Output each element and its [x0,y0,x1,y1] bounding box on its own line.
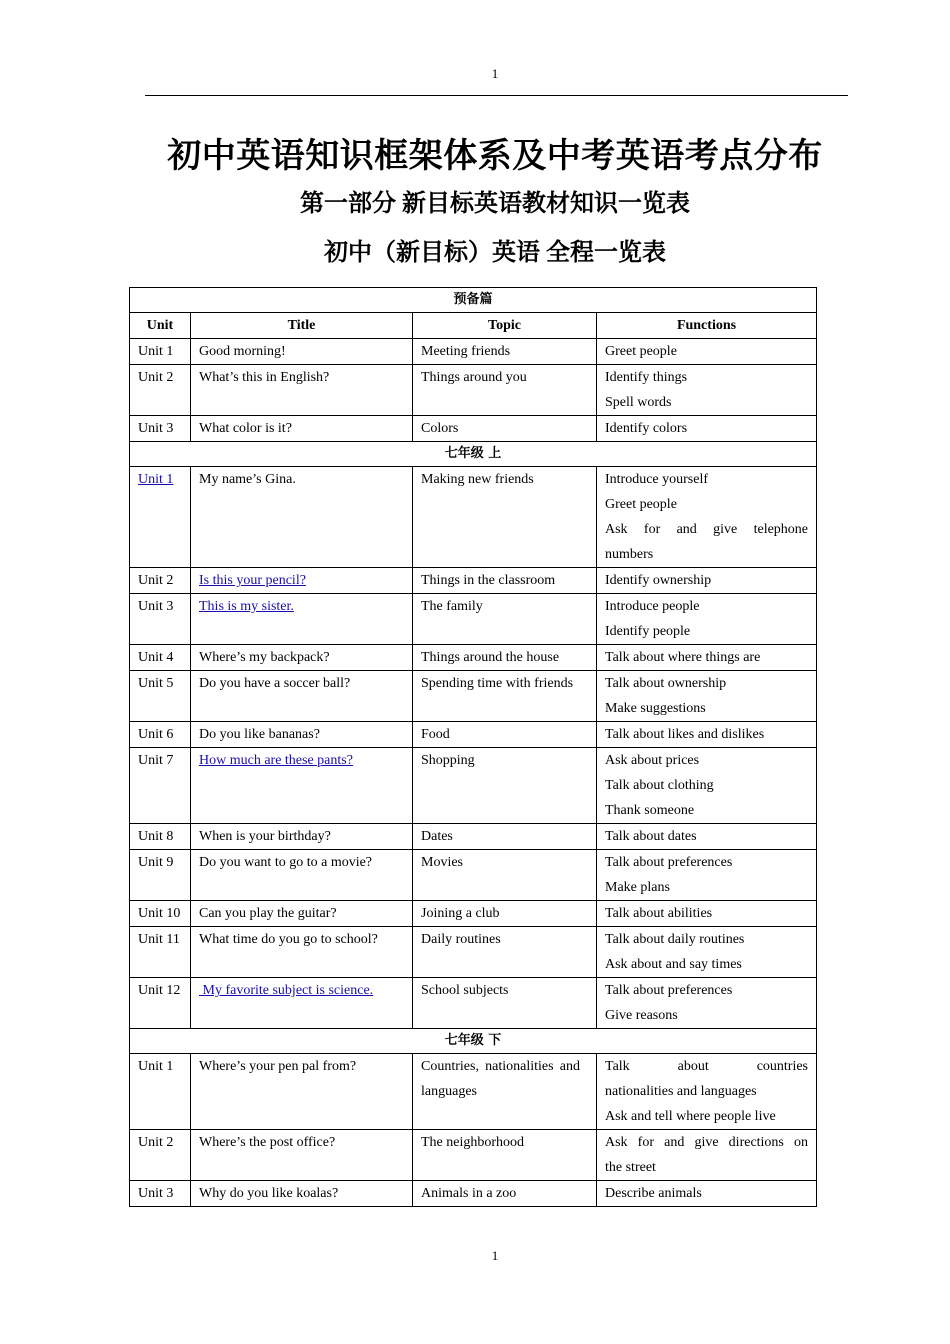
title-cell: Do you have a soccer ball? [191,671,413,722]
functions-cell: Introduce people Identify people [597,594,817,645]
title-cell[interactable] [191,594,413,645]
topic-cell: Movies [413,850,597,901]
table-row [130,824,817,850]
functions-cell: Talk about dates [597,824,817,850]
title-link[interactable]: This is my sister. [199,599,294,614]
title-cell: Where’s the post office? [191,1130,413,1181]
functions-cell: Talk about abilities [597,901,817,927]
title-cell: Where’s your pen pal from? [191,1054,413,1130]
title-cell: My name’s Gina. [191,467,413,568]
topic-cell: The family [413,594,597,645]
unit-cell: Unit 5 [130,671,191,722]
topic-cell: Meeting friends [413,339,597,365]
functions-cell: Talk about preferences Make plans [597,850,817,901]
page-number-bottom: 1 [491,1248,499,1263]
title-link[interactable]: Is this your pencil? [199,573,306,588]
title-cell[interactable] [191,748,413,824]
unit-cell: Unit 12 [130,978,191,1029]
unit-cell: Unit 1 [130,339,191,365]
title-cell: What color is it? [191,416,413,442]
table-row [130,568,817,594]
topic-cell: Things in the classroom [413,568,597,594]
topic-functions-cell [413,1130,817,1181]
table-row [130,671,817,722]
table-row [130,978,817,1029]
unit-cell: Unit 10 [130,901,191,927]
topic-cell: The neighborhood [421,1135,525,1150]
unit-cell: Unit 3 [130,416,191,442]
title-cell: What’s this in English? [191,365,413,416]
title-cell: Can you play the guitar? [191,901,413,927]
unit-cell: Unit 2 [130,568,191,594]
table-row [130,594,817,645]
section-header-grade7a: 七年级 上 [130,442,817,467]
header-rule [145,95,848,96]
topic-cell: Food [413,722,597,748]
col-header-unit: Unit [130,313,191,339]
unit-cell: Unit 1 [130,1054,191,1130]
col-header-functions: Functions [597,313,817,339]
topic-cell: Daily routines [413,927,597,978]
table-row [130,365,817,416]
table-row [130,1054,817,1130]
title-cell: What time do you go to school? [191,927,413,978]
col-header-topic: Topic [413,313,597,339]
functions-cell: Ask about prices Talk about clothing Thank someone [597,748,817,824]
column-header-row [130,313,817,339]
functions-cell: Talk about daily routines Ask about and say times [597,927,817,978]
topic-cell: Things around the house [413,645,597,671]
unit-cell[interactable] [130,467,191,568]
topic-cell: Countries, nationalities and languages [421,1059,580,1099]
table-row [130,927,817,978]
unit-cell: Unit 4 [130,645,191,671]
unit-cell: Unit 7 [130,748,191,824]
topic-cell: Things around you [413,365,597,416]
table-title: 初中（新目标）英语 全程一览表 [324,240,666,266]
unit-cell: Unit 8 [130,824,191,850]
unit-cell: Unit 3 [130,1181,191,1207]
functions-cell: Ask for and give directions on the street [596,1130,816,1180]
functions-cell: Talk about ownership Make suggestions [597,671,817,722]
title-cell: Where’s my backpack? [191,645,413,671]
topic-cell: Dates [413,824,597,850]
table-row [130,339,817,365]
part-title: 第一部分 新目标英语教材知识一览表 [300,191,690,217]
table-row [130,467,817,568]
unit-cell: Unit 11 [130,927,191,978]
topic-cell: School subjects [413,978,597,1029]
functions-cell: Identify ownership [597,568,817,594]
title-cell[interactable] [191,978,413,1029]
topic-cell: Spending time with friends [413,671,597,722]
title-cell: Why do you like koalas? [191,1181,413,1207]
table-row [130,850,817,901]
topic-cell: Joining a club [413,901,597,927]
title-cell: Good morning! [191,339,413,365]
functions-cell: Talk about countries nationalities and languages Ask and tell where people live [596,1054,816,1129]
unit-cell: Unit 2 [130,1130,191,1181]
unit-cell: Unit 6 [130,722,191,748]
title-cell: Do you like bananas? [191,722,413,748]
col-header-title: Title [191,313,413,339]
topic-cell: Colors [413,416,597,442]
title-link[interactable]: My favorite subject is science. [199,983,374,998]
curriculum-table [129,287,817,1207]
title-cell: When is your birthday? [191,824,413,850]
topic-cell: Animals in a zoo [421,1186,517,1201]
functions-cell: Describe animals [596,1181,816,1206]
title-cell: Do you want to go to a movie? [191,850,413,901]
unit-link[interactable]: Unit 1 [138,472,174,487]
table-row [130,722,817,748]
topic-functions-cell [413,1054,817,1130]
unit-cell: Unit 9 [130,850,191,901]
table-row [130,901,817,927]
functions-cell: Talk about where things are [597,645,817,671]
unit-cell: Unit 2 [130,365,191,416]
main-title: 初中英语知识框架体系及中考英语考点分布 [167,138,823,175]
topic-functions-cell [413,1181,817,1207]
page-number-top: 1 [491,66,499,81]
unit-cell: Unit 3 [130,594,191,645]
title-cell[interactable] [191,568,413,594]
section-header-grade7b: 七年级 下 [130,1029,817,1054]
functions-cell: Talk about likes and dislikes [597,722,817,748]
section-header-prep: 预备篇 [130,288,817,313]
table-row [130,1181,817,1207]
functions-cell: Identify colors [597,416,817,442]
table-row [130,645,817,671]
functions-cell: Introduce yourself Greet people Ask for and give telephone numbers [597,467,817,568]
topic-cell: Shopping [413,748,597,824]
table-row [130,748,817,824]
title-link[interactable]: How much are these pants? [199,753,353,768]
functions-cell: Talk about preferences Give reasons [597,978,817,1029]
topic-cell: Making new friends [413,467,597,568]
functions-cell: Greet people [597,339,817,365]
functions-cell: Identify things Spell words [597,365,817,416]
table-row [130,416,817,442]
table-row [130,1130,817,1181]
